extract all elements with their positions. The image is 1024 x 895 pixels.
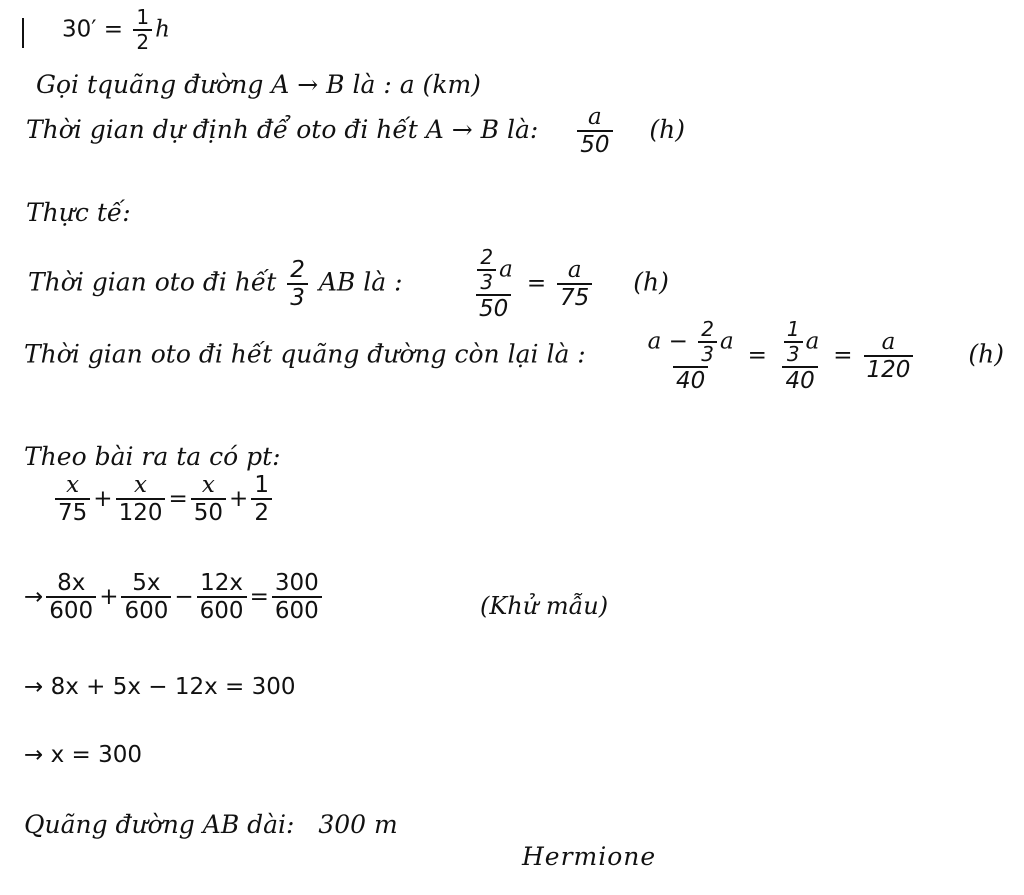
unit-label: (h)	[968, 339, 1004, 369]
fraction-denominator: 600	[46, 596, 96, 624]
first-part-label-a: Thời gian oto đi hết	[28, 267, 277, 297]
fraction-numerator: a	[881, 328, 896, 355]
result-fraction	[557, 257, 592, 312]
arrow-icon: →	[24, 583, 44, 610]
inner-fraction	[477, 246, 496, 294]
equals-sign: =	[249, 583, 269, 610]
equals-sign: =	[747, 342, 767, 369]
inner-denominator: 3	[477, 269, 496, 294]
fraction-denominator: 2	[133, 29, 152, 54]
answer-line	[24, 810, 398, 839]
minus-sign: −	[174, 583, 194, 610]
plus-sign: +	[93, 485, 113, 512]
variable: a	[499, 256, 513, 283]
fraction-numerator: 8x	[57, 570, 86, 596]
equation-3: → 8x + 5x − 12x = 300	[24, 674, 296, 700]
fraction	[55, 472, 90, 527]
fraction-denominator: 75	[557, 283, 592, 311]
remaining-fraction-3	[864, 329, 914, 384]
fraction-denominator: 600	[121, 596, 171, 624]
fraction-denominator: 120	[864, 355, 914, 383]
equals-sign: =	[526, 270, 547, 297]
line-time-first-part	[28, 246, 669, 322]
equals-sign: =	[168, 485, 188, 512]
variable: a	[647, 328, 662, 355]
line-planned-time	[26, 104, 685, 159]
inner-denominator: 3	[698, 341, 717, 366]
signature: Hermione	[522, 842, 657, 871]
fraction-denominator: 40	[782, 366, 817, 394]
plus-sign: +	[99, 583, 119, 610]
fraction-numerator	[778, 318, 822, 366]
remaining-fraction-2	[778, 318, 822, 394]
line-time-remaining	[24, 318, 1004, 394]
answer-label: Quãng đường AB dài:	[24, 810, 295, 839]
fraction-numerator: x	[134, 472, 147, 498]
fraction-numerator: 300	[274, 570, 319, 596]
fraction-numerator: 12x	[200, 570, 244, 596]
fraction-numerator	[471, 246, 515, 294]
fraction-numerator: x	[66, 472, 80, 498]
margin-bar	[22, 18, 24, 48]
planned-time-fraction	[577, 104, 612, 159]
fraction-numerator: a	[588, 104, 602, 130]
equals-sign: =	[833, 342, 853, 369]
header-line	[62, 6, 170, 54]
minus-sign: −	[668, 328, 688, 355]
inner-fraction	[698, 318, 717, 366]
header-prefix: 30′ =	[62, 16, 131, 43]
first-part-label-b: AB là :	[318, 267, 403, 297]
fraction	[46, 570, 96, 625]
fraction-denominator: 600	[197, 596, 247, 624]
planned-time-label: Thời gian dự định để oto đi hết A → B là:	[26, 114, 539, 144]
line-actual-heading: Thực tế:	[26, 198, 131, 227]
fraction	[197, 570, 247, 625]
header-suffix: h	[155, 16, 170, 43]
inner-numerator: 2	[701, 317, 714, 341]
two-thirds-fraction	[287, 257, 308, 312]
equation-4: → x = 300	[24, 742, 142, 768]
inner-denominator: 3	[784, 341, 803, 366]
fraction-numerator: 1	[254, 472, 269, 498]
inner-numerator: 1	[786, 317, 800, 341]
fraction-denominator: 3	[287, 283, 308, 311]
fraction-denominator: 120	[116, 498, 166, 526]
equation-2	[24, 570, 325, 625]
equation-1	[52, 472, 275, 527]
answer-value: 300 m	[318, 810, 398, 839]
fraction-numerator: 5x	[132, 570, 161, 596]
plus-sign: +	[229, 485, 249, 512]
first-part-fraction	[471, 246, 515, 322]
fraction	[251, 472, 272, 527]
fraction	[121, 570, 171, 625]
fraction-numerator	[645, 318, 737, 366]
fraction-denominator: 2	[251, 498, 272, 526]
fraction-denominator: 50	[476, 294, 511, 322]
note-clear-denominators: (Khử mẫu)	[480, 592, 609, 620]
fraction-denominator: 50	[191, 498, 226, 526]
fraction-denominator: 40	[673, 366, 708, 394]
variable: a	[805, 328, 820, 355]
fraction-numerator: a	[567, 256, 582, 283]
line-equation-heading: Theo bài ra ta có pt:	[24, 442, 281, 471]
fraction	[191, 472, 226, 527]
fraction-numerator: 1	[136, 5, 150, 29]
fraction	[116, 472, 166, 527]
header-fraction	[133, 6, 152, 54]
inner-fraction	[784, 318, 803, 366]
inner-numerator: 2	[480, 245, 494, 269]
fraction-denominator: 75	[55, 498, 90, 526]
fraction-denominator: 600	[272, 596, 322, 624]
line-define-distance: Gọi tquãng đường A → B là : a (km)	[36, 70, 481, 99]
fraction-denominator: 50	[577, 130, 612, 158]
remaining-fraction-1	[645, 318, 737, 394]
unit-label: (h)	[649, 114, 686, 144]
fraction-numerator: x	[201, 472, 215, 498]
remaining-label: Thời gian oto đi hết quãng đường còn lại là :	[24, 339, 586, 369]
variable: a	[719, 328, 734, 355]
fraction	[272, 570, 322, 625]
unit-label: (h)	[633, 267, 669, 297]
fraction-numerator: 2	[290, 256, 305, 283]
